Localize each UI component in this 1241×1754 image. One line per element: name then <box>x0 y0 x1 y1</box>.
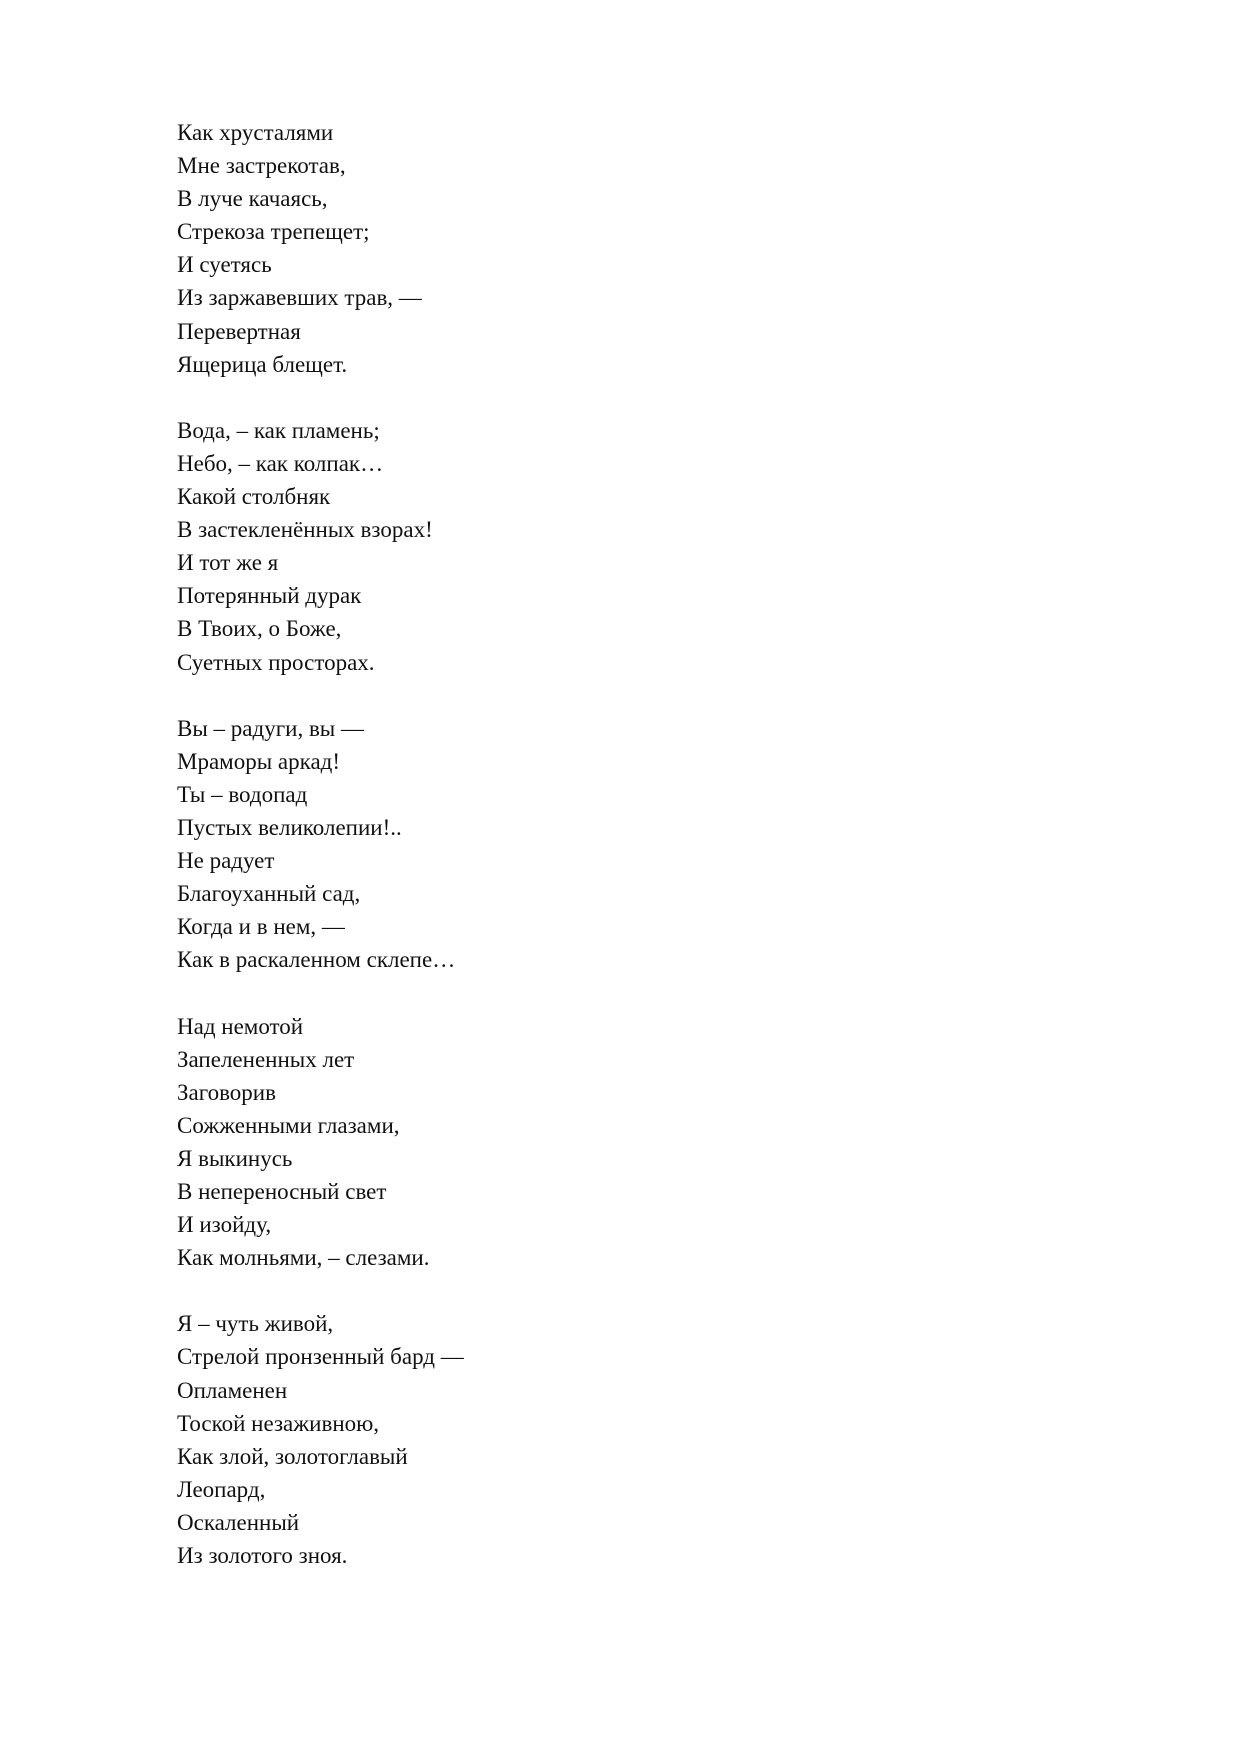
poem-line: Небо, – как колпак… <box>177 450 384 476</box>
poem-line: Ящерица блещет. <box>177 351 348 377</box>
poem-line: Опламенен <box>177 1377 288 1403</box>
poem-line: Потерянный дурак <box>177 583 362 609</box>
poem-line: Стрекоза трепещет; <box>177 219 370 245</box>
poem-line: Ты – водопад <box>177 781 308 807</box>
poem-line: Как молньями, – слезами. <box>177 1245 430 1271</box>
poem-line: Стрелой пронзенный бард — <box>177 1344 464 1370</box>
poem-line: В Твоих, о Боже, <box>177 616 342 642</box>
poem-line: И суетясь <box>177 252 272 278</box>
poem-line: В застекленённых взорах! <box>177 517 433 543</box>
poem-line: И тот же я <box>177 550 279 576</box>
stanza-3 <box>177 712 1077 977</box>
poem-line: Я – чуть живой, <box>177 1311 334 1337</box>
poem-line: Мраморы аркад! <box>177 748 341 774</box>
poem-line: Какой столбняк <box>177 484 331 510</box>
poem-line: Над немотой <box>177 1013 304 1039</box>
poem-line: Запелененных лет <box>177 1046 355 1072</box>
stanza-2 <box>177 414 1077 679</box>
poem-line: Вода, – как пламень; <box>177 417 380 443</box>
poem-line: Как злой, золотоглавый <box>177 1443 408 1469</box>
poem-line: Как в раскаленном склепе… <box>177 947 456 973</box>
poem-body <box>177 116 1077 1605</box>
poem-line: Оскаленный <box>177 1509 300 1535</box>
poem-line: Заговорив <box>177 1079 276 1105</box>
poem-line: Суетных просторах. <box>177 649 375 675</box>
poem-line: Как хрусталями <box>177 120 334 145</box>
poem-line: Я выкинусь <box>177 1145 293 1171</box>
stanza-5 <box>177 1307 1077 1572</box>
poem-line: Перевертная <box>177 318 301 344</box>
poem-line: Когда и в нем, — <box>177 914 345 940</box>
poem-line: Из заржавевших трав, — <box>177 285 422 311</box>
poem-line: В луче качаясь, <box>177 186 328 212</box>
stanza-4 <box>177 1010 1077 1275</box>
poem-line: Из золотого зноя. <box>177 1543 348 1569</box>
poem-line: Мне застрекотав, <box>177 153 346 179</box>
poem-line: Благоуханный сад, <box>177 881 361 907</box>
poem-line: В непереносный свет <box>177 1179 387 1204</box>
poem-line: Сожженными глазами, <box>177 1112 400 1138</box>
poem-line: Тоской незаживною, <box>177 1410 380 1436</box>
poem-line: Вы – радуги, вы — <box>177 715 365 741</box>
poem-line: Не радует <box>177 848 275 874</box>
poem-line: Пустых великолепии!.. <box>177 814 402 840</box>
poem-line: И изойду, <box>177 1212 272 1238</box>
stanza-1 <box>177 116 1077 381</box>
poem-line: Леопард, <box>177 1476 266 1502</box>
